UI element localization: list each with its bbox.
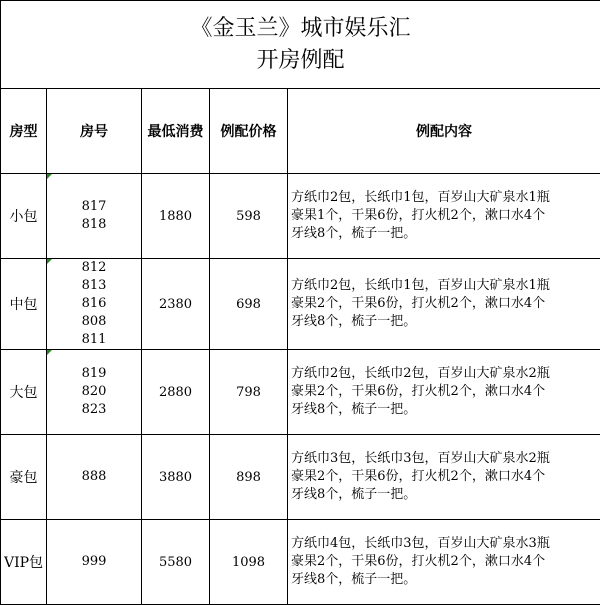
content-line: 豪果1个，干果6份，打火机2个，漱口水4个 xyxy=(291,207,600,225)
package-content xyxy=(288,435,600,520)
room-number: 823 xyxy=(47,401,141,419)
room-numbers xyxy=(47,350,142,435)
min-spend: 2380 xyxy=(142,259,210,350)
content-line: 豪果2个，干果6份，打火机2个，漱口水4个 xyxy=(291,553,600,571)
room-type: VIP包 xyxy=(1,520,47,605)
content-line: 方纸巾4包，长纸巾3包，百岁山大矿泉水3瓶 xyxy=(291,535,600,553)
header-package-content: 例配内容 xyxy=(288,89,600,174)
room-numbers xyxy=(47,174,142,259)
content-line: 豪果2个，干果6份，打火机2个，漱口水4个 xyxy=(291,468,600,486)
min-spend: 5580 xyxy=(142,520,210,605)
sheet-title xyxy=(1,1,600,89)
package-content xyxy=(288,259,600,350)
table-row xyxy=(1,435,600,520)
package-price: 898 xyxy=(210,435,288,520)
package-content xyxy=(288,520,600,605)
content-line: 牙线8个，梳子一把。 xyxy=(291,571,600,589)
room-type: 小包 xyxy=(1,174,47,259)
room-type: 中包 xyxy=(1,259,47,350)
title-line-1: 《金玉兰》城市娱乐汇 xyxy=(1,13,600,45)
content-line: 方纸巾2包，长纸巾2包，百岁山大矿泉水2瓶 xyxy=(291,365,600,383)
min-spend: 2880 xyxy=(142,350,210,435)
room-type: 大包 xyxy=(1,350,47,435)
content-line: 豪果2个，干果6份，打火机2个，漱口水4个 xyxy=(291,383,600,401)
table-row xyxy=(1,350,600,435)
content-line: 牙线8个，梳子一把。 xyxy=(291,225,600,243)
room-number: 816 xyxy=(47,295,141,313)
room-number: 812 xyxy=(47,259,141,277)
title-row xyxy=(1,1,600,89)
content-line: 方纸巾3包，长纸巾3包，百岁山大矿泉水2瓶 xyxy=(291,450,600,468)
room-number: 811 xyxy=(47,331,141,349)
room-number: 808 xyxy=(47,313,141,331)
content-line: 豪果2个，干果6份，打火机2个，漱口水4个 xyxy=(291,295,600,313)
room-type: 豪包 xyxy=(1,435,47,520)
table-row xyxy=(1,174,600,259)
header-min-spend: 最低消费 xyxy=(142,89,210,174)
room-numbers xyxy=(47,520,142,605)
package-content xyxy=(288,350,600,435)
room-number: 888 xyxy=(47,468,141,486)
header-rooms: 房号 xyxy=(47,89,142,174)
content-line: 方纸巾2包，长纸巾1包，百岁山大矿泉水1瓶 xyxy=(291,189,600,207)
room-numbers xyxy=(47,259,142,350)
room-numbers xyxy=(47,435,142,520)
room-number: 820 xyxy=(47,383,141,401)
room-number: 817 xyxy=(47,198,141,216)
room-number: 818 xyxy=(47,216,141,234)
package-price: 698 xyxy=(210,259,288,350)
min-spend: 1880 xyxy=(142,174,210,259)
room-number: 999 xyxy=(47,553,141,571)
table-row xyxy=(1,520,600,605)
header-type: 房型 xyxy=(1,89,47,174)
package-content xyxy=(288,174,600,259)
content-line: 牙线8个，梳子一把。 xyxy=(291,401,600,419)
min-spend: 3880 xyxy=(142,435,210,520)
header-package-price: 例配价格 xyxy=(210,89,288,174)
table-row xyxy=(1,259,600,350)
package-price: 598 xyxy=(210,174,288,259)
header-row xyxy=(1,89,600,174)
package-price: 1098 xyxy=(210,520,288,605)
room-number: 819 xyxy=(47,365,141,383)
content-line: 方纸巾2包，长纸巾1包，百岁山大矿泉水1瓶 xyxy=(291,277,600,295)
content-line: 牙线8个，梳子一把。 xyxy=(291,313,600,331)
comment-marker xyxy=(47,350,52,355)
title-line-2: 开房例配 xyxy=(1,45,600,77)
content-line: 牙线8个，梳子一把。 xyxy=(291,486,600,504)
room-number: 813 xyxy=(47,277,141,295)
comment-marker xyxy=(47,174,52,179)
comment-marker xyxy=(47,259,52,264)
package-price: 798 xyxy=(210,350,288,435)
